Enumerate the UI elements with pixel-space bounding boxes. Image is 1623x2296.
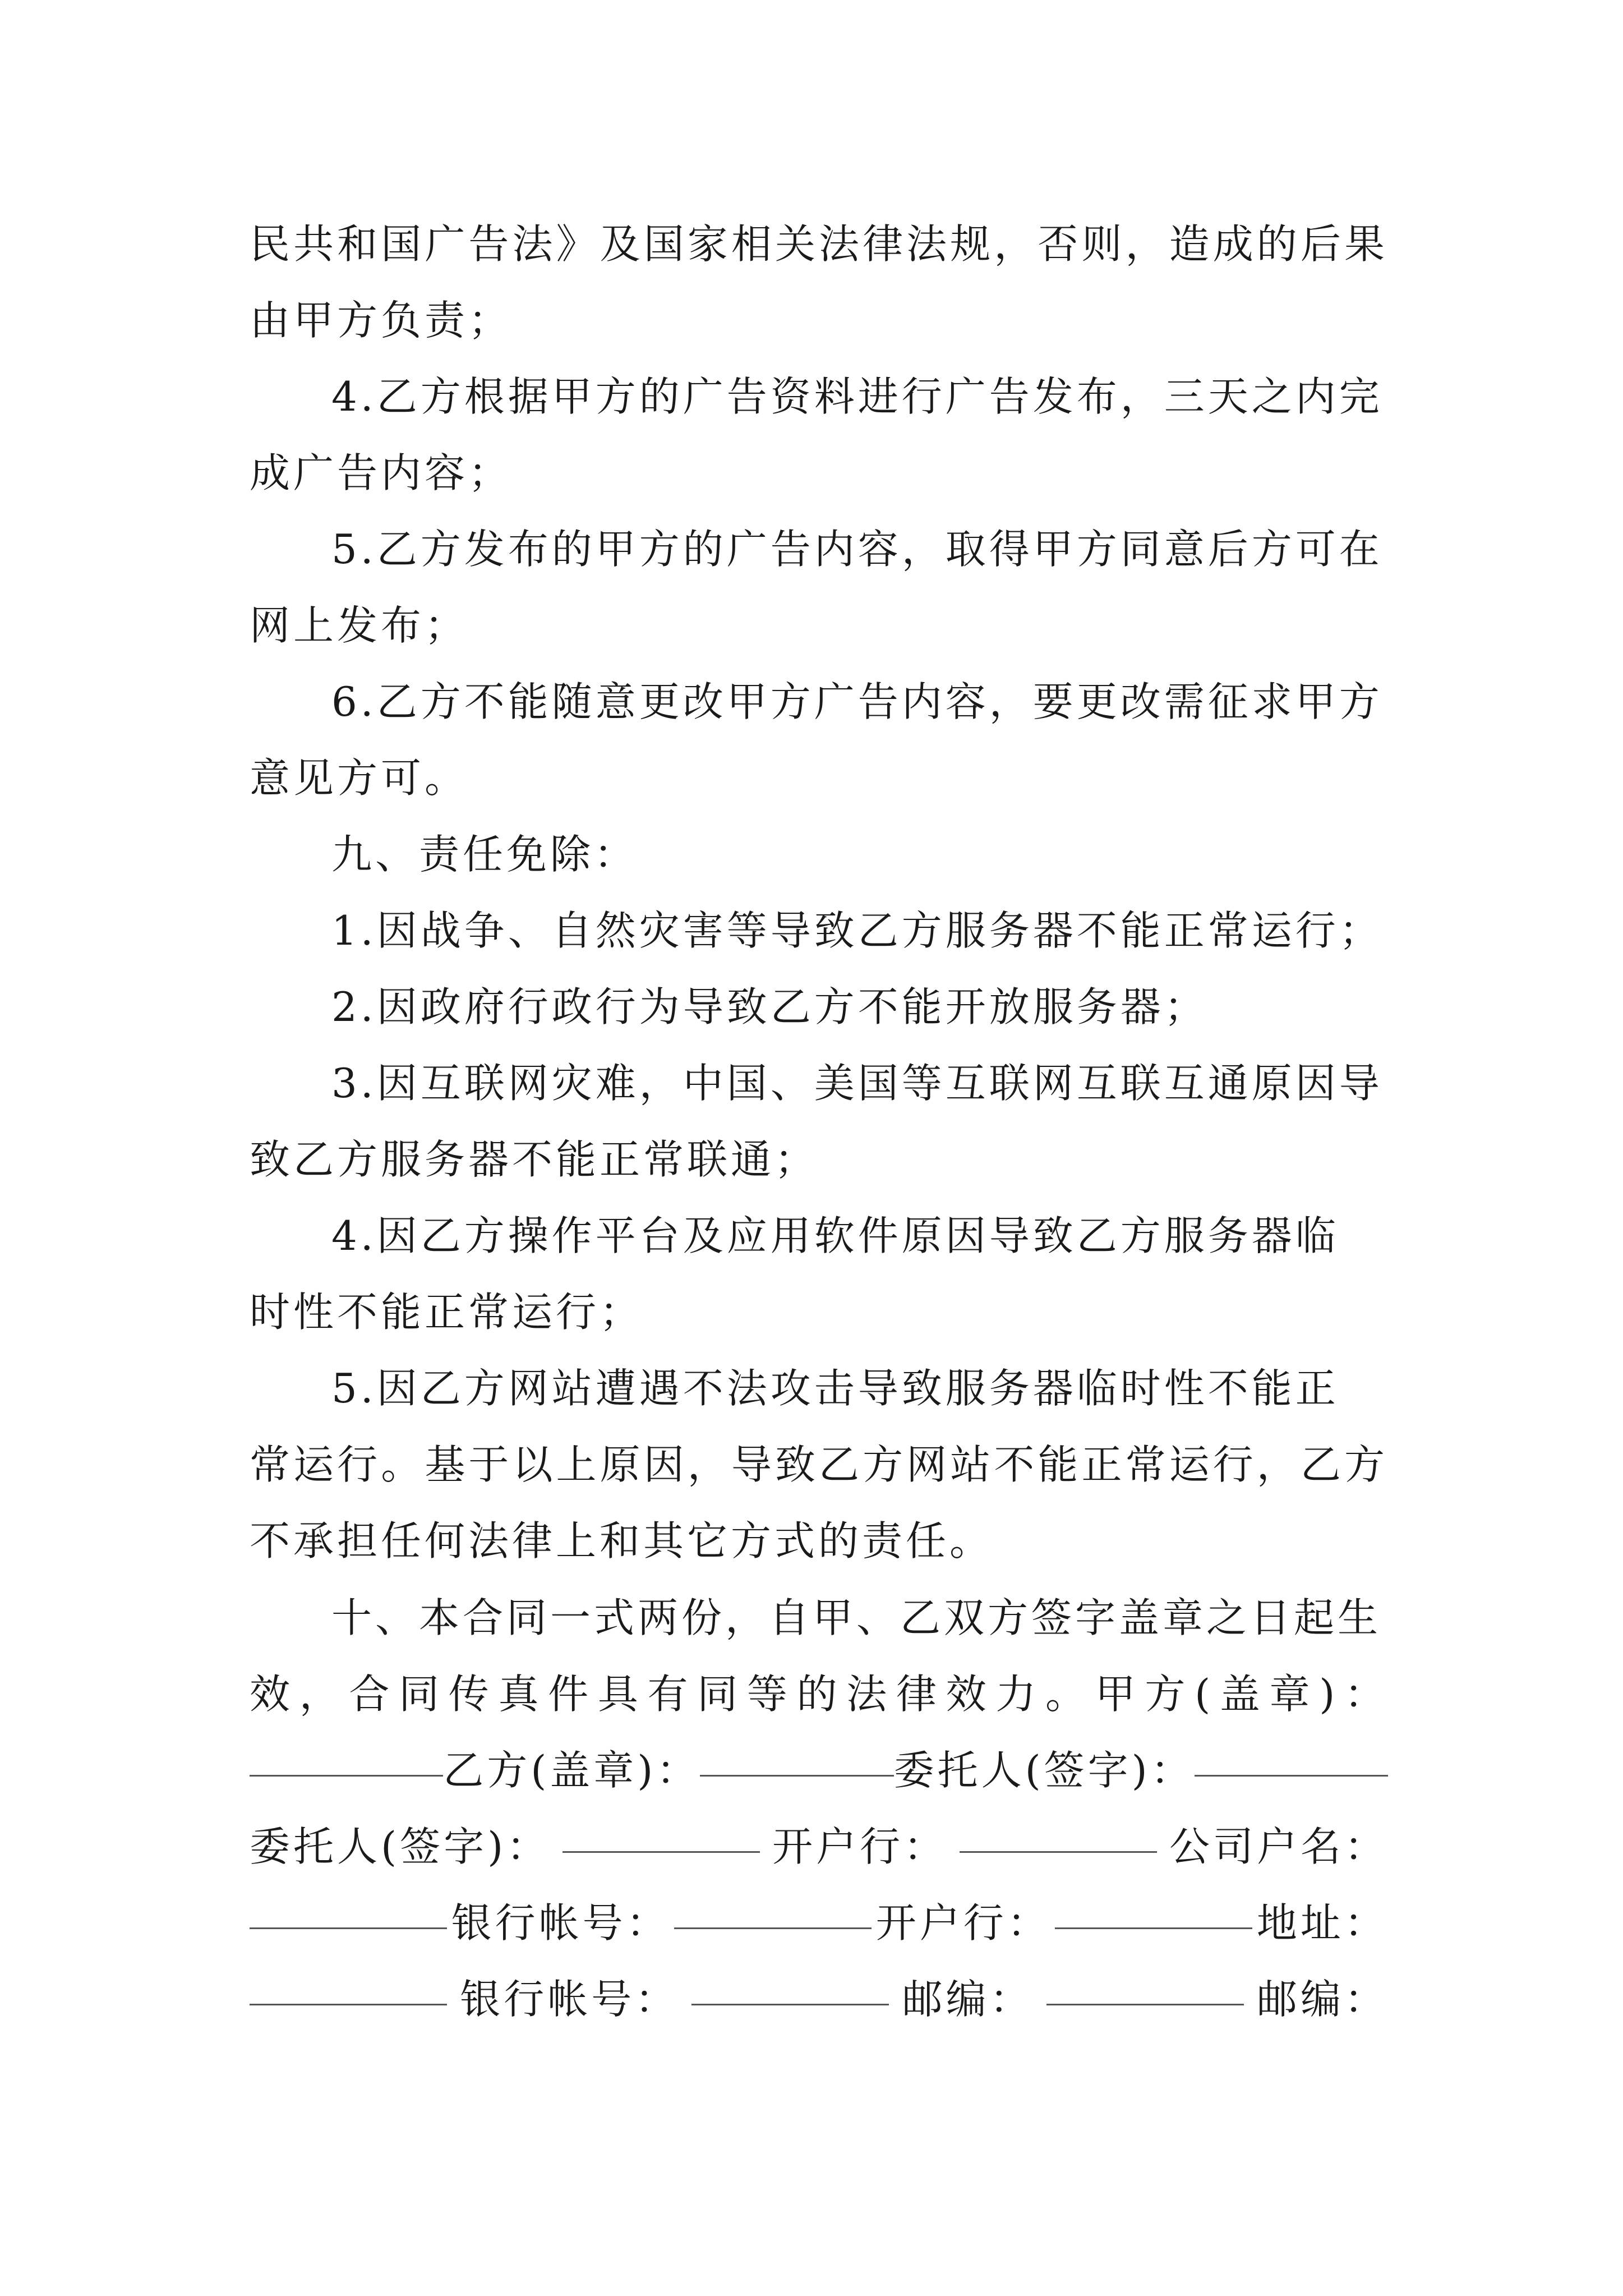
paragraph-advertising-law bbox=[250, 206, 1388, 358]
company-name-label: 公司户名： bbox=[1169, 1823, 1388, 1870]
text-line: 成广告内容； bbox=[250, 449, 513, 496]
bank-blank[interactable] bbox=[1055, 1885, 1252, 1929]
paragraph-exemption-4 bbox=[250, 1198, 1388, 1350]
signature-row-3 bbox=[250, 1885, 1388, 1961]
bank-blank[interactable] bbox=[960, 1809, 1157, 1853]
paragraph-contract-copies bbox=[250, 1580, 1388, 2037]
company-name-blank[interactable] bbox=[250, 1885, 447, 1929]
agent-sign-label: 委托人(签字)： bbox=[250, 1823, 551, 1870]
party-b-seal-blank[interactable] bbox=[700, 1732, 893, 1777]
text-line: 2.因政府行政行为导致乙方不能开放服务器； bbox=[331, 983, 1208, 1030]
signature-row-2 bbox=[250, 1809, 1388, 1885]
account-label: 银行帐号： bbox=[460, 1976, 679, 2023]
text-line: 网上发布； bbox=[250, 602, 469, 649]
agent-sign-blank[interactable] bbox=[1195, 1732, 1388, 1777]
address-label: 地址： bbox=[1256, 1899, 1388, 1947]
text-line: 4.因乙方操作平台及应用软件原因导致乙方服务器临 bbox=[331, 1212, 1339, 1259]
text-line: 意见方可。 bbox=[250, 754, 469, 802]
signature-row-1 bbox=[250, 1732, 1388, 1809]
paragraph-exemption-3 bbox=[250, 1045, 1388, 1198]
account-label: 银行帐号： bbox=[451, 1899, 670, 1947]
postcode-label: 邮编： bbox=[1256, 1976, 1388, 2023]
text-line: 效 ， 合 同 传 真 件 具 有 同 等 的 法 律 效 力 。 甲 方 ( 盖 章 ) ： bbox=[250, 1671, 1388, 1718]
paragraph-exemption-1 bbox=[250, 892, 1388, 969]
text-line: 6.乙方不能随意更改甲方广告内容，要更改需征求甲方 bbox=[331, 678, 1383, 725]
text-line: 不承担任何法律上和其它方式的责任。 bbox=[250, 1517, 994, 1565]
party-b-seal-label: 乙方(盖章)： bbox=[443, 1747, 700, 1794]
bank-label: 开户行： bbox=[875, 1899, 1051, 1947]
text-line: 十、本合同一式两份，自甲、乙双方签字盖章之日起生 bbox=[331, 1594, 1382, 1641]
paragraph-exemption-2 bbox=[250, 969, 1388, 1045]
bank-label: 开户行： bbox=[772, 1823, 948, 1870]
postcode-label: 邮编： bbox=[902, 1976, 1034, 2023]
section-heading-liability-exemption bbox=[250, 816, 1388, 892]
paragraph-item-6-modify bbox=[250, 664, 1388, 816]
text-line: 九、责任免除： bbox=[331, 831, 638, 878]
text-line: 民 共 和 国 广 告 法 》 及 国 家 相 关 法 律 法 规 ， 否 则 ， 造 成 的 后 果 bbox=[250, 220, 1388, 268]
text-line: 4.乙方根据甲方的广告资料进行广告发布，三天之内完 bbox=[331, 373, 1383, 420]
postcode-blank[interactable] bbox=[1046, 1961, 1244, 2005]
text-line: 5.因乙方网站遭遇不法攻击导致服务器临时性不能正 bbox=[331, 1365, 1339, 1412]
text-line: 时性不能正常运行； bbox=[250, 1289, 644, 1336]
paragraph-item-5-consent bbox=[250, 511, 1388, 664]
text-line: 5.乙方发布的甲方的广告内容，取得甲方同意后方可在 bbox=[331, 526, 1383, 573]
paragraph-exemption-5 bbox=[250, 1350, 1388, 1579]
address-blank[interactable] bbox=[250, 1961, 447, 2005]
text-line: 致乙方服务器不能正常联通； bbox=[250, 1136, 819, 1183]
text-line: 3.因互联网灾难，中国、美国等互联网互联互通原因导 bbox=[331, 1060, 1383, 1107]
text-line: 由甲方负责； bbox=[250, 297, 513, 344]
signature-row-4 bbox=[250, 1961, 1388, 2037]
text-line: 常 运 行 。 基 于 以 上 原 因 ， 导 致 乙 方 网 站 不 能 正 常 运 行 ， 乙 方 bbox=[250, 1441, 1388, 1488]
agent-sign-blank[interactable] bbox=[562, 1809, 760, 1853]
text-line: 1.因战争、自然灾害等导致乙方服务器不能正常运行； bbox=[331, 907, 1383, 954]
paragraph-item-4-publish bbox=[250, 358, 1388, 511]
account-blank[interactable] bbox=[691, 1961, 889, 2005]
party-a-seal-blank[interactable] bbox=[250, 1732, 443, 1777]
agent-sign-label: 委托人(签字)： bbox=[893, 1747, 1195, 1794]
account-blank[interactable] bbox=[674, 1885, 872, 1929]
